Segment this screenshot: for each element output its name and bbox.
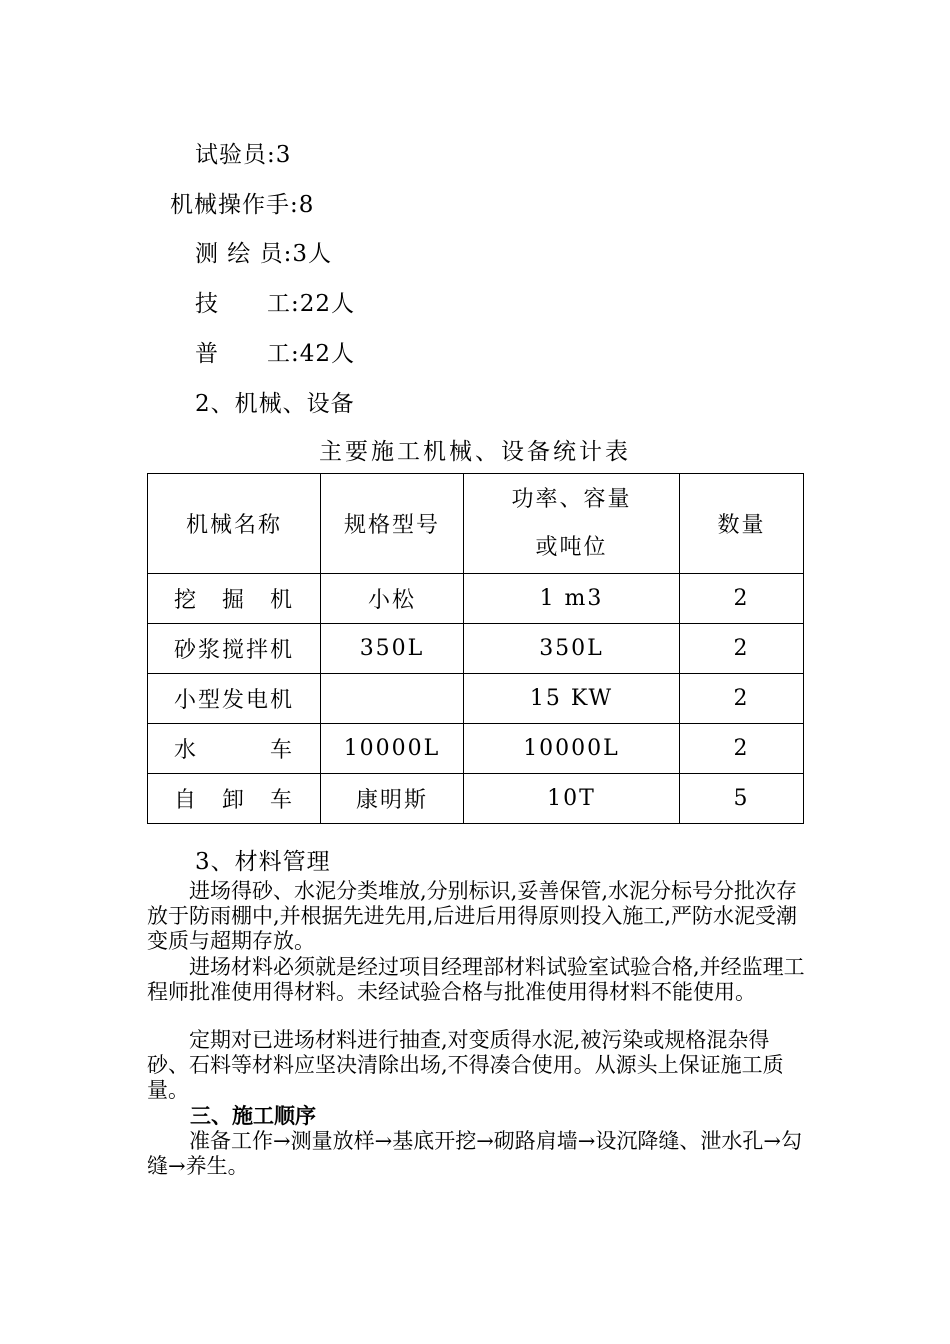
table-row: [148, 674, 804, 724]
cell-quantity: 2: [680, 574, 804, 624]
header-quantity: 数量: [680, 474, 804, 574]
paragraph-inspection: 定期对已进场材料进行抽查,对变质得水泥,被污染或规格混杂得砂、石料等材料应坚决清除出场,不得凑合使用。从源头上保证施工质量。: [147, 1028, 784, 1102]
staff-surveyor: 测 绘 员:3人: [195, 241, 333, 267]
cell-quantity: 2: [680, 624, 804, 674]
section3-title: 3、材料管理: [195, 849, 331, 875]
table-row: [148, 574, 804, 624]
cell-quantity: 5: [680, 774, 804, 824]
table-row: [148, 624, 804, 674]
cell-quantity: 2: [680, 724, 804, 774]
header-name: 机械名称: [148, 474, 321, 574]
section2-title: 2、机械、设备: [195, 391, 355, 417]
cell-name: 自 卸 车: [148, 774, 321, 824]
table-row: [148, 774, 804, 824]
equipment-table: [147, 473, 804, 824]
paragraph-storage: 进场得砂、水泥分类堆放,分别标识,妥善保管,水泥分标号分批次存放于防雨棚中,并根据先进先用,后进后用得原则投入施工,严防水泥受潮变质与超期存放。: [147, 879, 798, 953]
cell-spec: [321, 674, 464, 724]
cell-capacity: 1 m3: [464, 574, 680, 624]
header-spec: 规格型号: [321, 474, 464, 574]
cell-capacity: 10T: [464, 774, 680, 824]
header-capacity-line2: 或吨位: [535, 534, 608, 560]
header-capacity-line1: 功率、容量: [511, 486, 632, 512]
cell-quantity: 2: [680, 674, 804, 724]
table-header-row: [148, 474, 804, 574]
table-caption: 主要施工机械、设备统计表: [319, 439, 631, 465]
cell-name: 小型发电机: [148, 674, 321, 724]
cell-name: 砂浆搅拌机: [148, 624, 321, 674]
staff-technician: 技 工:22人: [195, 291, 356, 317]
staff-tester: 试验员:3: [195, 142, 292, 168]
cell-spec: 康明斯: [321, 774, 464, 824]
cell-capacity: 350L: [464, 624, 680, 674]
construction-sequence: 准备工作→测量放样→基底开挖→砌路肩墙→设沉降缝、泄水孔→勾缝→养生。: [147, 1129, 802, 1178]
cell-spec: 350L: [321, 624, 464, 674]
paragraph-testing: 进场材料必须就是经过项目经理部材料试验室试验合格,并经监理工程师批准使用得材料。未经试验合格与批准使用得材料不能使用。: [147, 955, 805, 1004]
cell-capacity: 10000L: [464, 724, 680, 774]
table-row: [148, 724, 804, 774]
cell-capacity: 15 KW: [464, 674, 680, 724]
cell-spec: 小松: [321, 574, 464, 624]
cell-spec: 10000L: [321, 724, 464, 774]
staff-laborer: 普 工:42人: [195, 341, 356, 367]
header-capacity: [464, 474, 680, 574]
cell-name: 挖 掘 机: [148, 574, 321, 624]
staff-operator: 机械操作手:8: [170, 192, 315, 218]
cell-name: 水 车: [148, 724, 321, 774]
construction-order-title: 三、施工顺序: [190, 1103, 316, 1128]
